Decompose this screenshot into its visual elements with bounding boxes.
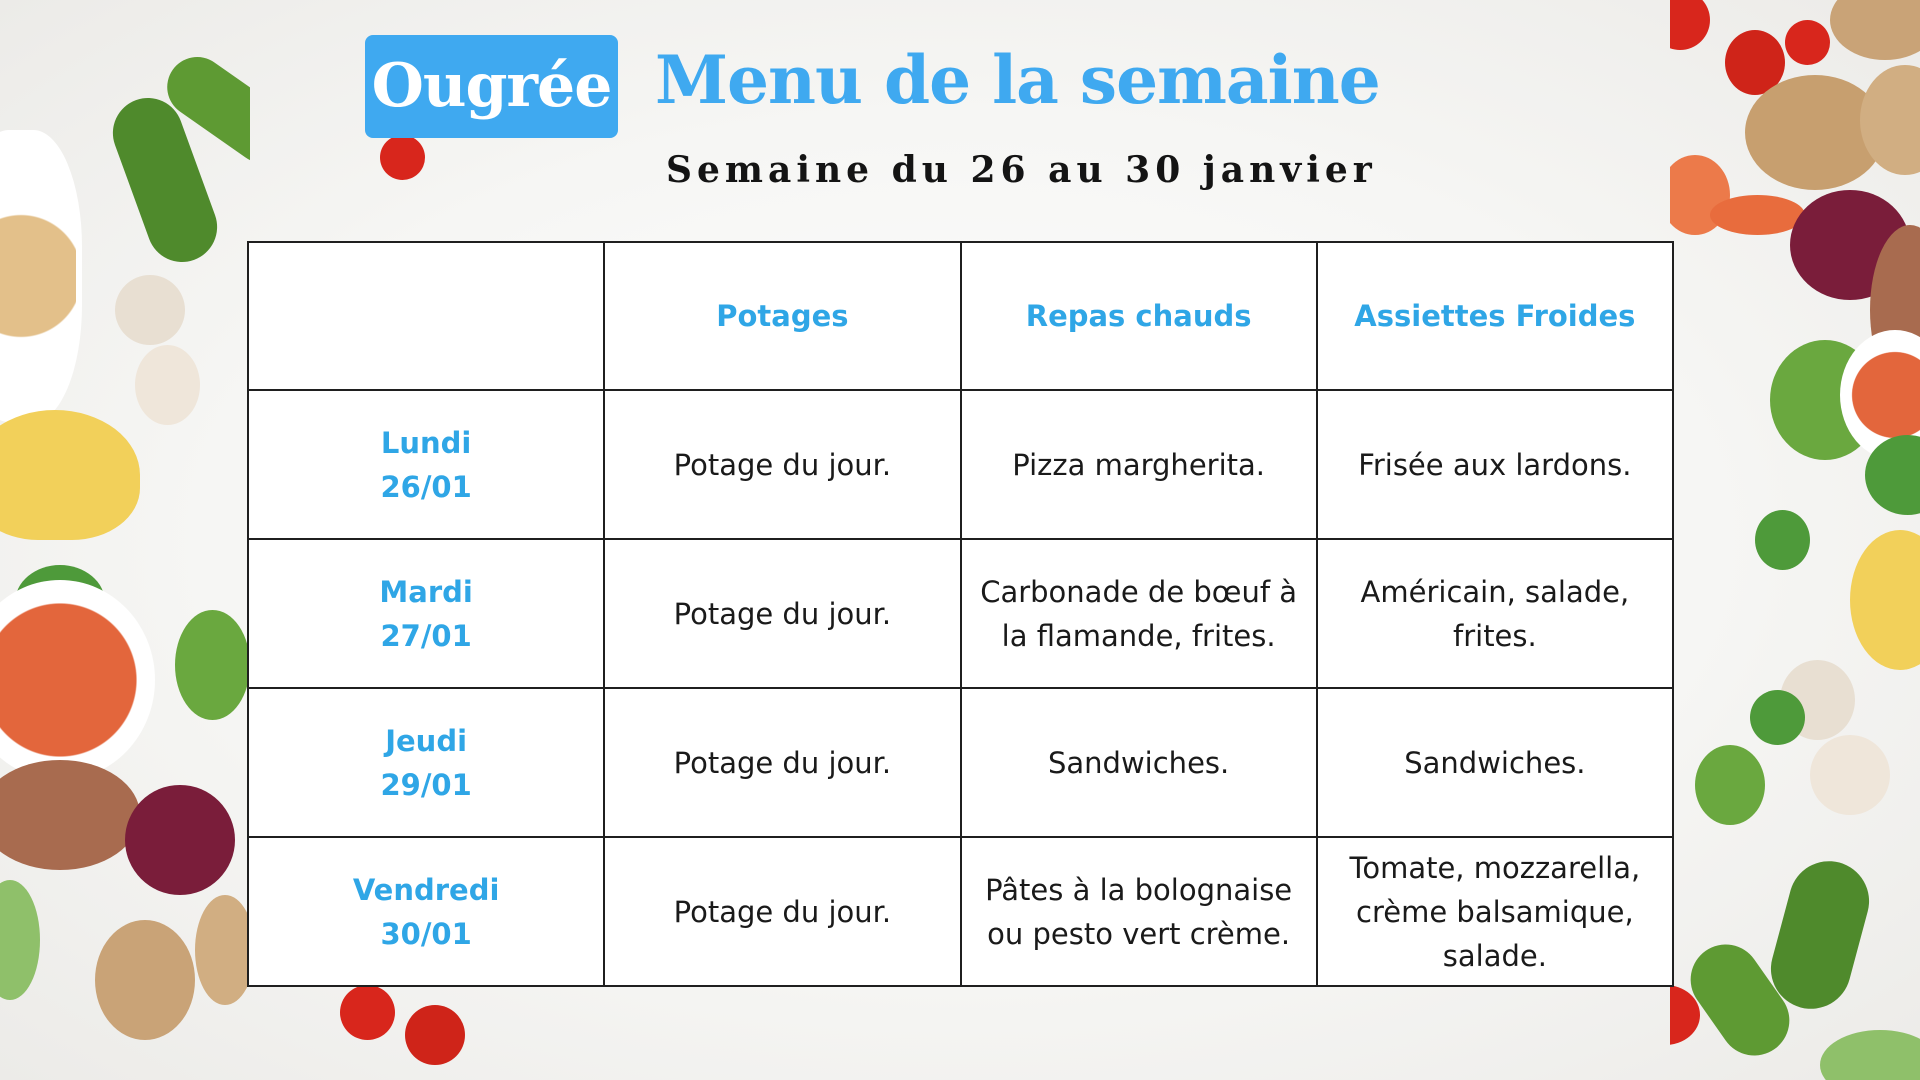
- mushroom-icon: [135, 345, 200, 425]
- tomato-icon: [380, 135, 425, 180]
- table-row: [248, 837, 1673, 986]
- apple-icon: [0, 880, 40, 1000]
- repas-chaud-cell: Pizza margherita.: [961, 390, 1317, 539]
- table-row: [248, 390, 1673, 539]
- day-date: 26/01: [380, 469, 472, 504]
- assiette-froide-cell: Tomate, mozzarella, crème balsamique, salade.: [1317, 837, 1673, 986]
- assiette-froide-cell: Frisée aux lardons.: [1317, 390, 1673, 539]
- column-header-repas-chauds: Repas chauds: [961, 242, 1317, 390]
- day-cell: [248, 539, 604, 688]
- assiette-froide-cell: Américain, salade, frites.: [1317, 539, 1673, 688]
- potage-cell: Potage du jour.: [604, 390, 960, 539]
- day-cell: [248, 390, 604, 539]
- day-name: Lundi: [380, 425, 472, 460]
- lentils-icon: [0, 580, 155, 780]
- banana-icon: [0, 410, 140, 540]
- day-cell: [248, 688, 604, 837]
- tomato-icon: [405, 1005, 465, 1065]
- day-date: 30/01: [380, 916, 472, 951]
- repas-chaud-cell: Carbonade de bœuf à la flamande, frites.: [961, 539, 1317, 688]
- menu-table: [247, 241, 1674, 987]
- day-name: Vendredi: [352, 872, 500, 907]
- potato-icon: [195, 895, 250, 1005]
- column-header-empty: [248, 242, 604, 390]
- potato-icon: [95, 920, 195, 1040]
- potato-icon: [1830, 0, 1920, 60]
- onion-icon: [125, 785, 235, 895]
- broccoli-icon: [175, 610, 250, 720]
- column-header-assiettes-froides: Assiettes Froides: [1317, 242, 1673, 390]
- table-header-row: [248, 242, 1673, 390]
- potage-cell: Potage du jour.: [604, 688, 960, 837]
- chickpeas-icon: [0, 130, 82, 422]
- potage-cell: Potage du jour.: [604, 837, 960, 986]
- carrot-icon: [1710, 195, 1805, 235]
- location-badge: Ougrée: [365, 35, 618, 138]
- cucumber-icon: [1762, 852, 1878, 1018]
- table-row: [248, 688, 1673, 837]
- assiette-froide-cell: Sandwiches.: [1317, 688, 1673, 837]
- day-date: 29/01: [380, 767, 472, 802]
- basil-icon: [1750, 690, 1805, 745]
- week-subtitle: Semaine du 26 au 30 janvier: [666, 149, 1377, 191]
- basil-icon: [1755, 510, 1810, 570]
- tomato-icon: [1785, 20, 1830, 65]
- mushroom-icon: [115, 275, 185, 345]
- tomato-icon: [340, 985, 395, 1040]
- page-title: Menu de la semaine: [655, 41, 1380, 119]
- day-name: Jeudi: [385, 723, 468, 758]
- potage-cell: Potage du jour.: [604, 539, 960, 688]
- beans-icon: [0, 760, 140, 870]
- table-row: [248, 539, 1673, 688]
- right-produce-decoration: [1670, 0, 1920, 1080]
- day-date: 27/01: [380, 618, 472, 653]
- apple-icon: [1820, 1030, 1920, 1080]
- day-cell: [248, 837, 604, 986]
- mushroom-icon: [1810, 735, 1890, 815]
- broccoli-icon: [1695, 745, 1765, 825]
- banana-icon: [1850, 530, 1920, 670]
- left-produce-decoration: [0, 0, 250, 1080]
- column-header-potages: Potages: [604, 242, 960, 390]
- repas-chaud-cell: Pâtes à la bolognaise ou pesto vert crème.: [961, 837, 1317, 986]
- day-name: Mardi: [379, 574, 473, 609]
- tomato-icon: [1670, 0, 1710, 50]
- repas-chaud-cell: Sandwiches.: [961, 688, 1317, 837]
